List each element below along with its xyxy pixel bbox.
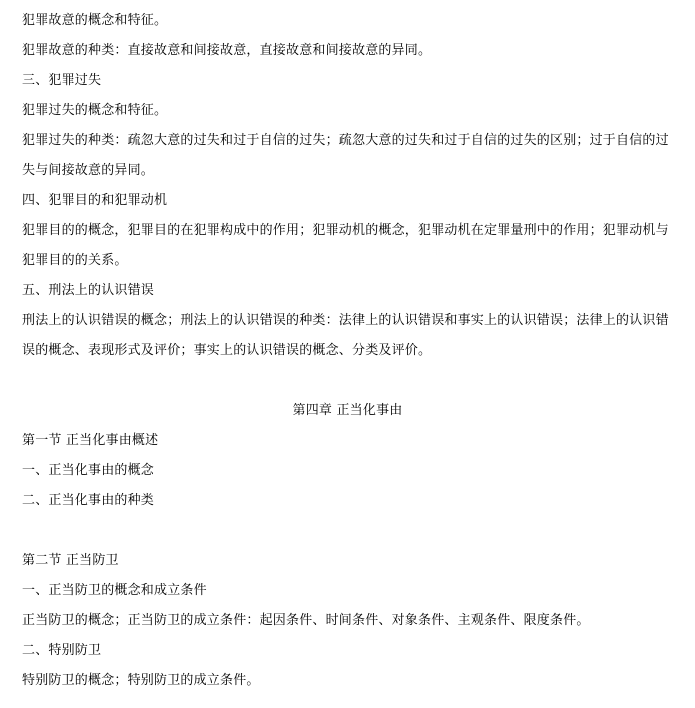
paragraph: 犯罪故意的种类：直接故意和间接故意，直接故意和间接故意的异同。	[22, 43, 432, 58]
section-heading: 二、正当化事由的种类	[22, 493, 155, 508]
subsection-heading: 第一节 正当化事由概述	[22, 433, 159, 448]
paragraph: 犯罪过失的种类：疏忽大意的过失和过于自信的过失；疏忽大意的过失和过于自信的过失的区别；过于自信的过失与间接故意的异同。	[22, 133, 669, 178]
paragraph: 特别防卫的概念；特别防卫的成立条件。	[22, 673, 260, 688]
paragraph: 犯罪过失的概念和特征。	[22, 103, 168, 118]
spacer	[22, 366, 681, 396]
section-heading: 一、正当化事由的概念	[22, 463, 155, 478]
paragraph: 刑法上的认识错误的概念；刑法上的认识错误的种类：法律上的认识错误和事实上的认识错误；法律上的认识错误的概念、表现形式及评价；事实上的认识错误的概念、分类及评价。	[22, 313, 669, 358]
paragraph: 正当防卫的概念；正当防卫的成立条件：起因条件、时间条件、对象条件、主观条件、限度条件。	[22, 613, 590, 628]
section-heading: 二、特别防卫	[22, 643, 102, 658]
section-heading: 四、犯罪目的和犯罪动机	[22, 193, 168, 208]
paragraph: 犯罪故意的概念和特征。	[22, 13, 168, 28]
spacer	[22, 516, 681, 546]
section-heading: 三、犯罪过失	[22, 73, 102, 88]
section-heading: 一、正当防卫的概念和成立条件	[22, 583, 207, 598]
paragraph: 犯罪目的的概念，犯罪目的在犯罪构成中的作用；犯罪动机的概念，犯罪动机在定罪量刑中的作用；犯罪动机与犯罪目的的关系。	[22, 223, 669, 268]
section-heading: 五、刑法上的认识错误	[22, 283, 155, 298]
chapter-title: 第四章 正当化事由	[292, 403, 403, 418]
subsection-heading: 第二节 正当防卫	[22, 553, 119, 568]
